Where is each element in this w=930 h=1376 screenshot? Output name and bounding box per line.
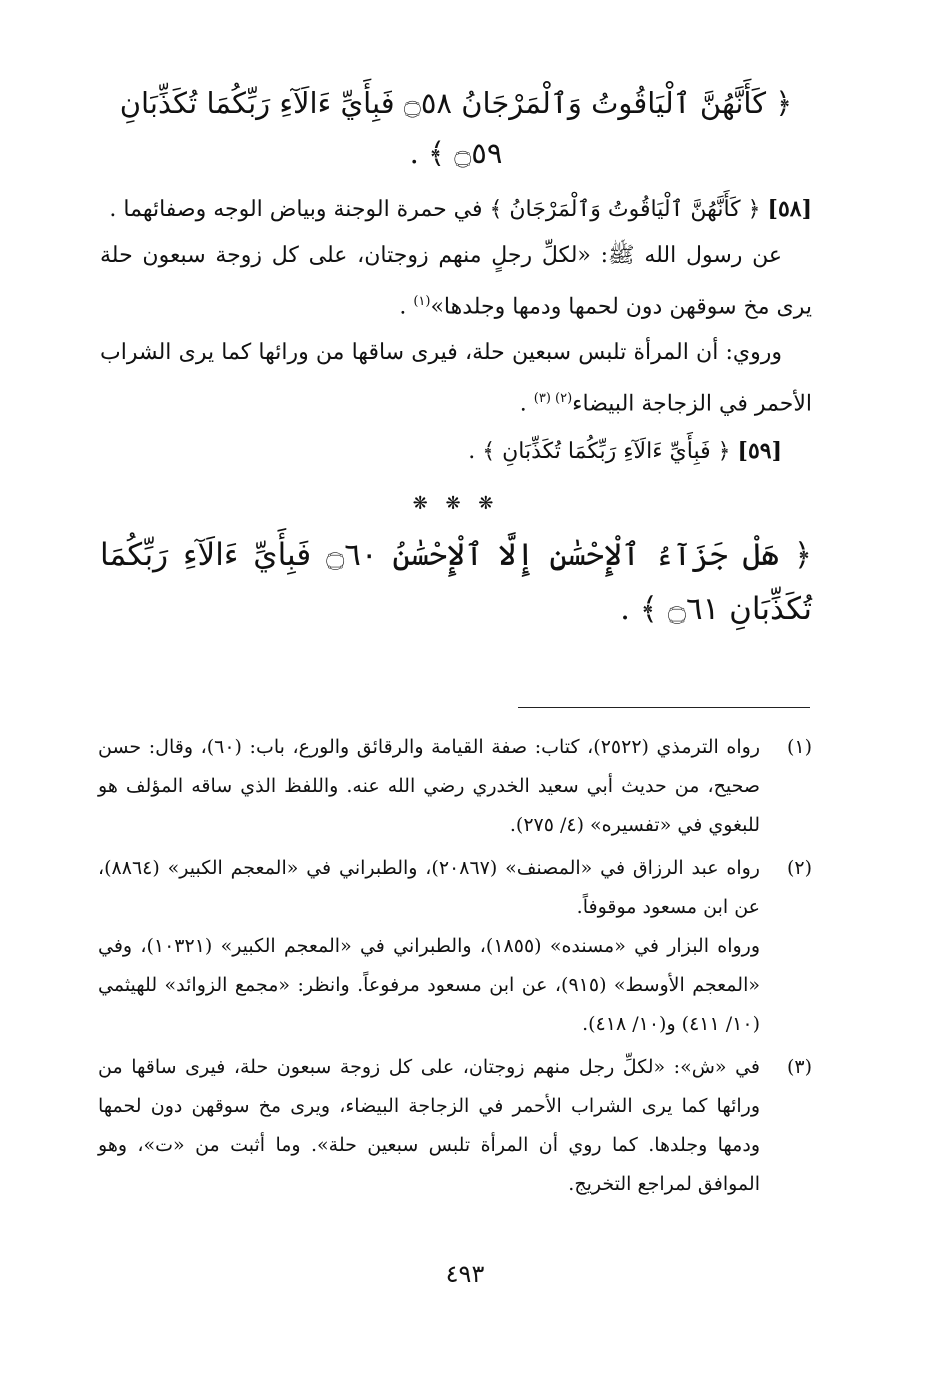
riwaya-paragraph: [100, 330, 812, 427]
commentary-59-text: ﴿ فَبِأَيِّ ءَالَآءِ رَبِّكُمَا تُكَذِّبَانِ ﴾ .: [468, 438, 731, 464]
page-number: ٤٩٣: [445, 1260, 485, 1288]
footnote-number: (٢): [786, 857, 812, 879]
footnote-refs-2-3[interactable]: (٢) (٣): [533, 391, 573, 407]
footnote-text: في «ش»: «لكلِّ رجل منهم زوجتان، على كل زوجة سبعون حلة، فيرى ساقها من ورائها كما يرى الشراب الأحمر في الزجاجة البيضاء، ويرى مخ سوقهن دون لحمها ودمها وجلدها. كما روي أن المرأة تلبس سبعين حلة». وما أثبت من «ت»، وهو الموافق لمراجع التخريج.: [98, 1056, 760, 1195]
footnote-3: [98, 1048, 812, 1204]
ayah-58-59: ﴿ كَأَنَّهُنَّ ٱلْيَاقُوتُ وَٱلْمَرْجَانُ ۝٥٨ فَبِأَيِّ ءَالَآءِ رَبِّكُمَا تُكَذِّبَانِ ۝٥٩ ﴾ .: [119, 86, 793, 170]
footnote-text: [98, 849, 760, 1044]
hadith-text: عن رسول الله ﷺ: «لكلِّ رجلٍ منهم زوجتان، على كل زوجة سبعون حلة يرى مخ سوقهن دون لحمها ودمها وجلدها»: [100, 243, 812, 320]
footnote-2-part-2: ورواه البزار في «مسنده» (١٨٥٥)، والطبراني في «المعجم الكبير» (١٠٣٢١)، وفي «المعجم الأوسط» (٩١٥)، عن ابن مسعود مرفوعاً. وانظر: «مجمع الزوائد» للهيثمي (١٠/ ٤١١) و(١٠/ ٤١٨).: [98, 935, 760, 1035]
footnotes: [98, 728, 812, 1208]
riwaya-text: وروي: أن المرأة تلبس سبعين حلة، فيرى ساقها من ورائها كما يرى الشراب الأحمر في الزجاجة البيضاء: [100, 340, 812, 417]
commentary-58-text: ﴿ كَأَنَّهُنَّ ٱلْيَاقُوتُ وَٱلْمَرْجَانُ ﴾ في حمرة الوجنة وبياض الوجه وصفائهما .: [109, 197, 761, 222]
footnote-1: [98, 728, 812, 845]
footnote-number: (٣): [786, 1056, 812, 1078]
hadith-end: .: [399, 294, 414, 320]
footnote-2: [98, 849, 812, 1044]
section-separator: ❋ ❋ ❋: [412, 492, 500, 514]
footnote-text: رواه الترمذي (٢٥٢٢)، كتاب: صفة القيامة والرقائق والورع، باب: (٦٠)، وقال: حسن صحيح، من حديث أبي سعيد الخدري رضي الله عنه. واللفظ الذي ساقه المؤلف هو للبغوي في «تفسيره» (٤/ ٢٧٥).: [98, 736, 760, 836]
verse-number-59: [٥٩]: [737, 437, 782, 464]
riwaya-end: .: [519, 391, 534, 417]
commentary-59: [100, 428, 812, 475]
footnote-separator: [518, 707, 810, 708]
verse-number-58: [٥٨]: [767, 196, 812, 222]
footnote-2-part-1: رواه عبد الرزاق في «المصنف» (٢٠٨٦٧)، والطبراني في «المعجم الكبير» (٨٨٦٤)، عن ابن مسعود موقوفاً.: [98, 857, 760, 918]
main-text: [100, 78, 812, 644]
commentary-58: [100, 186, 812, 233]
footnote-ref-1[interactable]: (١): [413, 294, 431, 309]
footnote-number: (١): [786, 736, 812, 758]
hadith-paragraph: [100, 233, 812, 330]
ayah-60-61: ﴿ هَلْ جَزَآءُ ٱلْإِحْسَٰنِ إِلَّا ٱلْإِحْسَٰنُ ۝٦٠ فَبِأَيِّ ءَالَآءِ رَبِّكُمَا تُكَذِّبَانِ ۝٦١ ﴾ .: [100, 536, 812, 627]
